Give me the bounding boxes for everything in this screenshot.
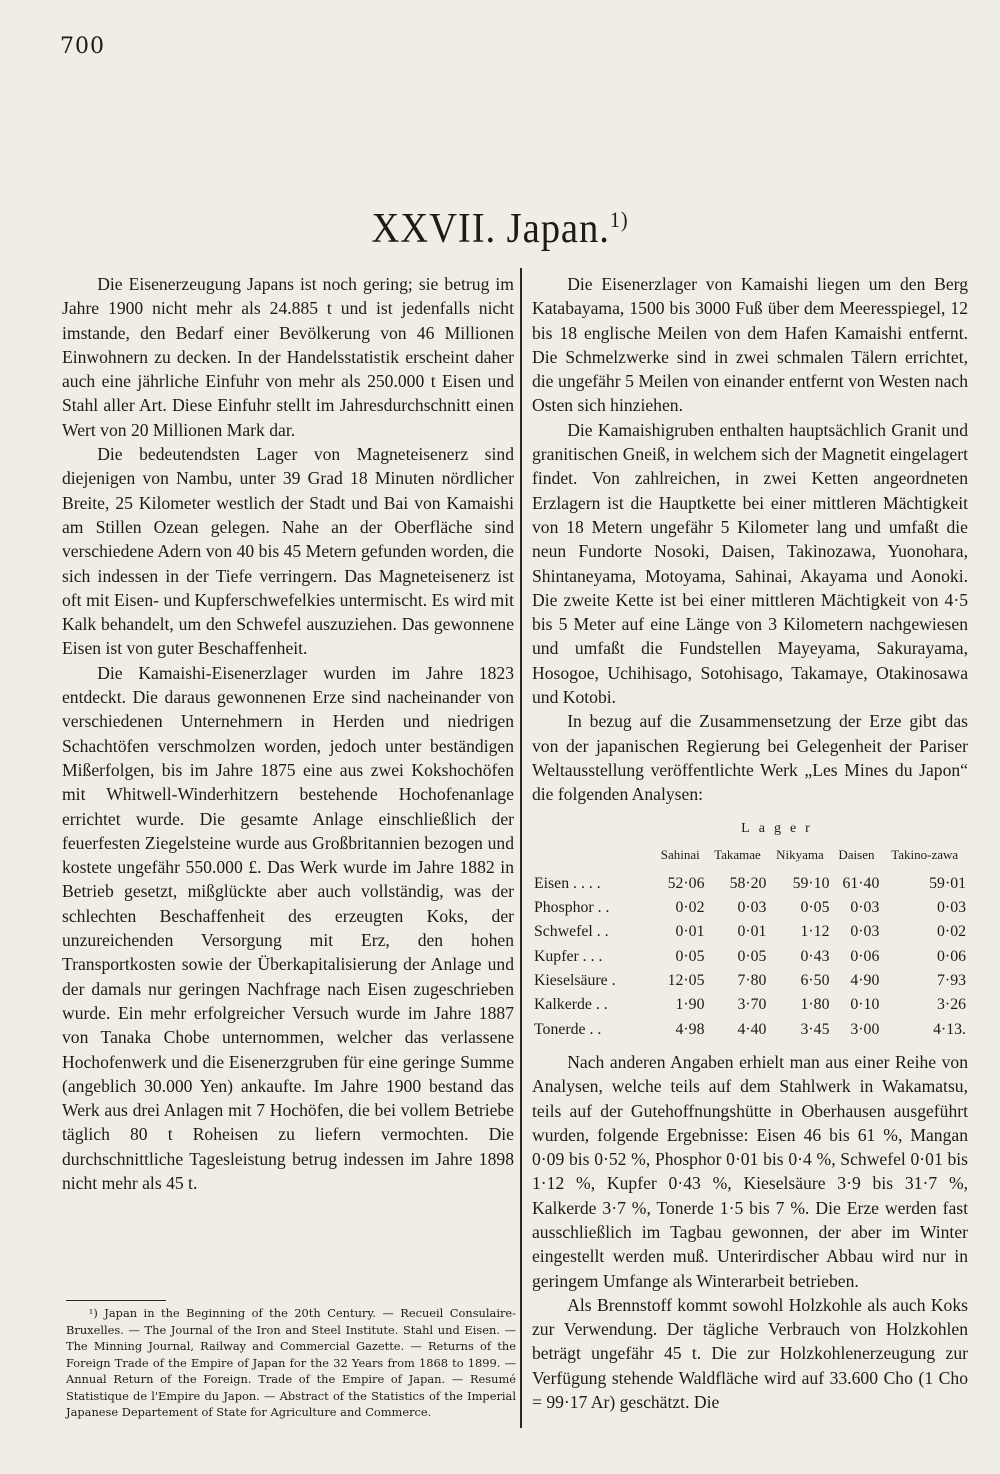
table-row — [532, 945, 968, 969]
table-cell: 4·40 — [737, 1020, 767, 1038]
table-cell: 52·06 — [667, 874, 705, 892]
table-cell: 3·70 — [737, 996, 767, 1014]
table-cell: 59·10 — [792, 874, 830, 892]
table-header-row — [532, 847, 968, 872]
table-cell: 12·05 — [667, 972, 705, 990]
row-label: Phosphor . . — [534, 899, 610, 917]
table-cell: 1·90 — [675, 996, 705, 1014]
table-cell: 0·05 — [675, 947, 705, 965]
table-cell: 4·90 — [850, 972, 880, 990]
row-label: Kalkerde . . — [534, 996, 608, 1014]
page-number: 700 — [60, 34, 105, 59]
column-header-empty — [532, 847, 654, 872]
table-cell: 61·40 — [842, 874, 880, 892]
column-header: Takamae — [714, 846, 761, 862]
table-cell: 4·98 — [675, 1020, 705, 1038]
footnote-reference: 1) — [609, 207, 629, 232]
column-header: Takino-zawa — [891, 846, 959, 862]
table-cell: 59·01 — [929, 874, 966, 892]
table-row — [532, 993, 968, 1017]
footnote-text: ¹) Japan in the Beginning of the 20th Century. — Recueil Consulaire-Bruxelles. — The Journal of the Iron and Steel Institute. Stahl und Eisen. — The Minning Journal, Railway and Commercial Gazette. — Returns of the Foreign Trade of the Empire of Japan for the 32 Years from 1868 to 1899. — Annual Return of the Foreign. Trade of the Empire of Japan. — Resumé Statistique de l'Empire du Japon. — Abstract of the Statistics of the Imperial Japanese Departement of State for Agriculture and Commerce. — [66, 1306, 516, 1419]
paragraph: Die Eisenerzeugung Japans ist noch gering; sie betrug im Jahre 1900 nicht mehr als 24.885 t und ist jedenfalls nicht imstande, den Bedarf einer Bevölkerung von 46 Millionen Einwohnern zu decken. In der Handelsstatistik erscheint daher auch eine jährliche Einfuhr von mehr als 250.000 t Eisen und Stahl aller Art. Diese Einfuhr stellt im Jahresdurchschnitt einen Wert von 20 Millionen Mark dar. — [62, 274, 514, 440]
right-column — [532, 272, 968, 1414]
row-label: Tonerde . . — [534, 1020, 602, 1038]
row-label: Kupfer . . . — [534, 947, 603, 965]
table-cell: 1·80 — [800, 996, 830, 1014]
left-column — [62, 272, 514, 1195]
table-cell: 0·03 — [850, 899, 880, 917]
table-cell: 7·93 — [937, 972, 966, 990]
paragraph: Die bedeutendsten Lager von Magneteisenerz sind diejenigen von Nambu, unter 39 Grad 18 Minuten nördlicher Breite, 25 Kilometer westlich der Stadt und Bai von Kamaishi am Stillen Ozean gelegen. Nahe an der Oberfläche sind verschiedene Adern von 40 bis 45 Metern gefunden worden, die sich indessen in der Tiefe verringern. Das Magneteisenerz ist oft mit Eisen- und Kupferschwefelkies untermischt. Es wird mit Kalk behandelt, um den Schwefel auszuziehen. Das gewonnene Eisen ist von guter Beschaffenheit. — [62, 444, 514, 659]
column-header: Sahinai — [660, 846, 700, 862]
row-label: Kieselsäure . — [534, 972, 616, 990]
table-cell: 0·06 — [937, 947, 966, 965]
table-cell: 0·06 — [850, 947, 880, 965]
column-divider — [520, 268, 522, 1428]
table-cell: 0·05 — [800, 899, 830, 917]
table-cell: 3·26 — [937, 996, 966, 1014]
table-cell: 0·01 — [675, 923, 705, 941]
table-row — [532, 969, 968, 993]
table-row — [532, 1018, 968, 1042]
analysis-table — [532, 847, 968, 1042]
table-cell: 0·03 — [937, 899, 966, 917]
column-header: Daisen — [838, 846, 875, 862]
table-cell: 6·50 — [800, 972, 830, 990]
footnote — [66, 1305, 516, 1421]
table-cell: 1·12 — [800, 923, 830, 941]
analysis-table-block — [532, 817, 968, 1042]
table-cell: 58·20 — [729, 874, 767, 892]
table-cell: 0·01 — [737, 923, 767, 941]
table-cell: 0·03 — [737, 899, 767, 917]
table-cell: 0·43 — [800, 947, 830, 965]
table-row — [532, 896, 968, 920]
paragraph: Die Eisenerzlager von Kamaishi liegen um den Berg Katabayama, 1500 bis 3000 Fuß über dem Meeresspiegel, 12 bis 18 englische Meilen von dem Hafen Kamaishi entfernt. Die Schmelzwerke sind in zwei schmalen Tälern errichtet, die ungefähr 5 Meilen von einander entfernt von Westen nach Osten sich hinziehen. — [532, 274, 968, 416]
table-cell: 0·02 — [937, 923, 966, 941]
paragraph: Die Kamaishigruben enthalten hauptsächlich Granit und granitischen Gneiß, in welchem sich der Magnetit eingelagert findet. Von zahlreichen, in zwei Ketten angeordneten Erzlagern ist die Hauptkette bei einer mittleren Mächtigkeit von 18 Metern ungefähr 5 Kilometer lang und umfaßt die neun Fundorte Nosoki, Daisen, Takinozawa, Yuonohara, Shintaneyama, Motoyama, Sahinai, Akayama und Aonoki. Die zweite Kette ist bei einer mittleren Mächtigkeit von 4·5 bis 5 Meter auf eine Länge von 3 Kilometern nachgewiesen und umfaßt die Fundstellen Mayeyama, Sakurayama, Hosogoe, Uchihisago, Sotohisago, Takamaye, Otakinosawa und Kotobi. — [532, 419, 968, 708]
column-header: Nikyama — [776, 846, 824, 862]
paragraph: Die Kamaishi-Eisenerzlager wurden im Jahre 1823 entdeckt. Die daraus gewonnenen Erze sind nacheinander von verschiedenen Unternehmern in Herden und niedrigen Schachtöfen verschmolzen worden, jedoch unter beständigen Mißerfolgen, bis im Jahre 1875 eine aus zwei Kokshochöfen mit Whitwell-Winderhitzern bestehende Hochofenanlage errichtet wurde. Die gesamte Anlage einschließlich der feuerfesten Ziegelsteine wurde aus Großbritannien bezogen und kostete ungefähr 550.000 £. Das Werk wurde im Jahre 1882 in Betrieb gesetzt, mißglückte aber auch vollständig, was der schlechten Beschaffenheit des erzeugten Koks, der unzureichenden Versorgung mit Erz, den hohen Transportkosten sowie der Überkapitalisierung der Anlage und der damals nur geringen Nachfrage nach Eisen zugeschrieben wurde. Ein mehr erfolgreicher Versuch wurde im Jahre 1887 von Tanaka Chobe unternommen, welcher das verlassene Hochofenwerk und die Eisenerzgruben für eine geringe Summe (angeblich 30.000 Yen) ankaufte. Im Jahre 1900 bestand das Werk aus drei Anlagen mit 7 Hochöfen, die bei vollem Betriebe täglich 80 t Roheisen zu liefern vermochten. Die durchschnittliche Tagesleistung betrug indessen im Jahre 1898 nicht mehr als 45 t. — [62, 662, 514, 1193]
table-cell: 0·05 — [737, 947, 767, 965]
paragraph: Als Brennstoff kommt sowohl Holzkohle als auch Koks zur Verwendung. Der tägliche Verbrauch von Holzkohlen beträgt ungefähr 45 t. Die zur Holzkohlenerzeugung zur Verfügung stehende Waldfläche wird auf 33.600 Cho (1 Cho = 99·17 Ar) geschätzt. Die — [532, 1294, 968, 1413]
table-cell: 0·02 — [675, 899, 705, 917]
table-cell: 3·45 — [800, 1020, 830, 1038]
chapter-title — [40, 205, 960, 253]
table-cell: 4·13. — [933, 1020, 966, 1038]
chapter-title-text: XXVII. Japan. — [371, 206, 610, 252]
row-label: Schwefel . . — [534, 923, 609, 941]
table-row — [532, 872, 968, 896]
table-row — [532, 920, 968, 944]
table-cell: 7·80 — [737, 972, 767, 990]
table-cell: 3·00 — [850, 1020, 880, 1038]
footnote-divider — [66, 1300, 166, 1301]
paragraph: Nach anderen Angaben erhielt man aus einer Reihe von Analysen, welche teils auf dem Stahlwerk in Wakamatsu, teils auf der Gutehoffnungshütte in Oberhausen ausgeführt wurden, folgende Ergebnisse: Eisen 46 bis 61 %, Mangan 0·09 bis 0·52 %, Phosphor 0·01 bis 0·4 %, Schwefel 0·01 bis 1·12 %, Kupfer 0·43 %, Kieselsäure 3·9 bis 31·7 %, Kalkerde 3·7 %, Tonerde 1·5 bis 7 %. Die Erze werden fast ausschließlich im Tagbau gewonnen, der aber im Winter eingestellt werden muß. Unterirdischer Abbau wird nur in geringem Umfange als Winterarbeit betrieben. — [532, 1051, 968, 1291]
table-group-header: Lager — [741, 820, 819, 836]
row-label: Eisen . . . . — [534, 874, 601, 892]
table-cell: 0·03 — [850, 923, 880, 941]
table-cell: 0·10 — [850, 996, 880, 1014]
paragraph: In bezug auf die Zusammensetzung der Erze gibt das von der japanischen Regierung bei Gelegenheit der Pariser Weltausstellung veröffentlichte Werk „Les Mines du Japon“ die folgenden Analysen: — [532, 711, 968, 805]
